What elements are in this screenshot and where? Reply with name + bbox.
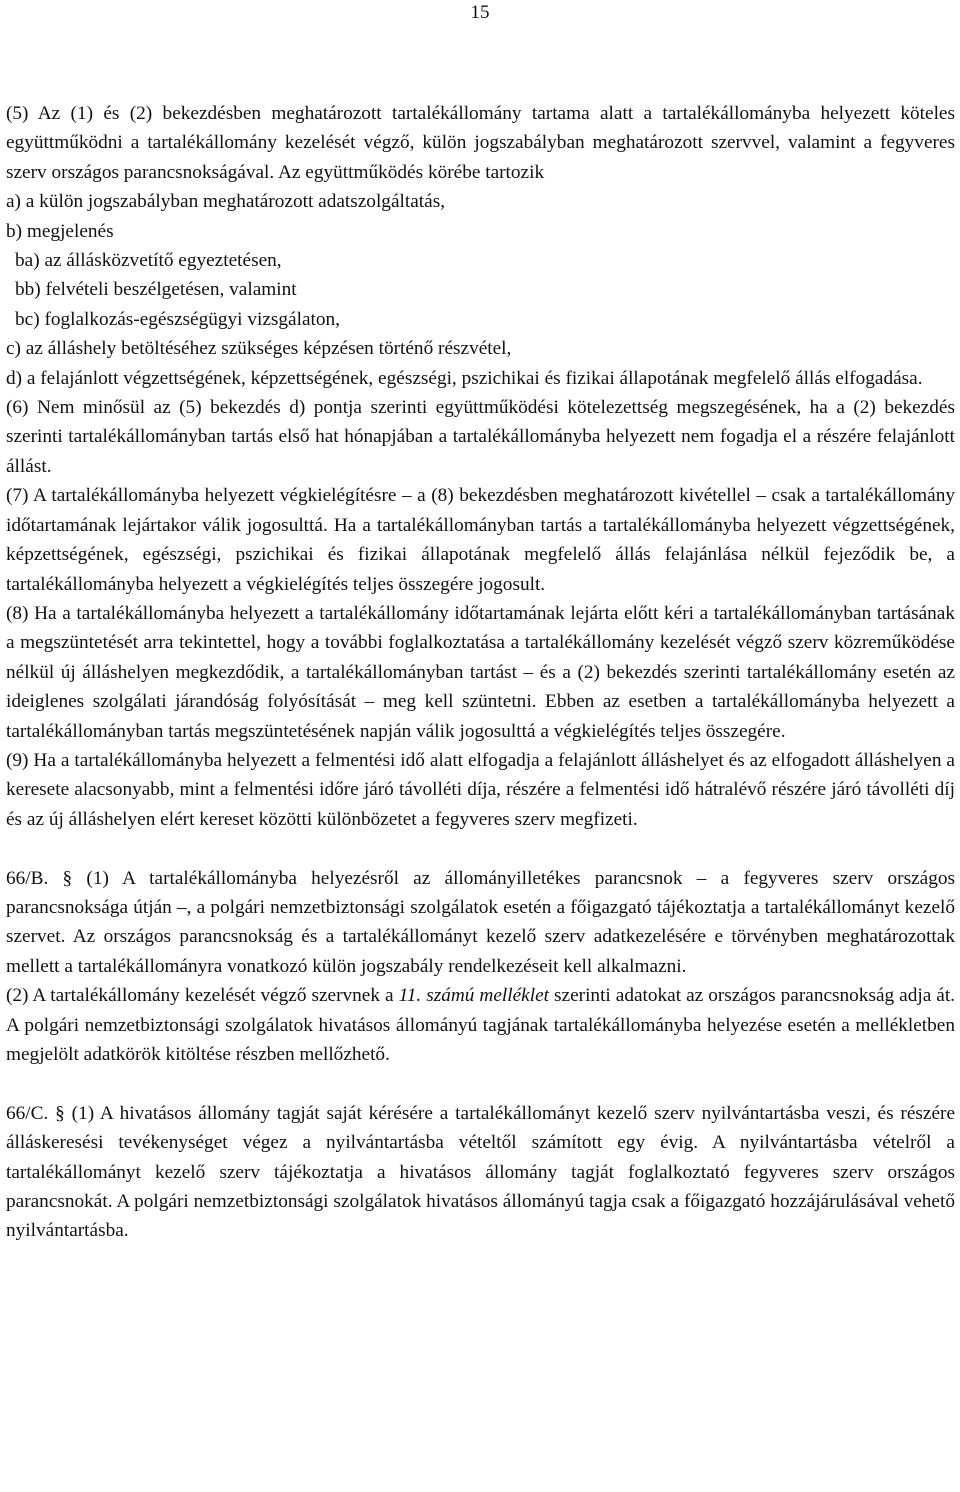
spacer	[6, 1069, 955, 1098]
list-item-a: a) a külön jogszabályban meghatározott adatszolgáltatás,	[6, 191, 446, 213]
section-66c-paragraph-1: 66/C. § (1) A hivatásos állomány tagját saját kérésére a tartalékállományt kezelő szerv nyilvántartásba veszi, és részére álláskeresési tevékenységet végez a nyilvántartásba vételtől számított egy évig. A nyilvántartásba vételről a tartalékállományt kezelő szerv tájékoztatja a hivatásos állomány tagját foglalkoztató fegyveres szerv országos parancsnokát. A polgári nemzetbiztonsági szolgálatok hivatásos állományú tagja csak a főigazgató hozzájárulásával vehető nyilvántartásba.	[6, 1102, 955, 1242]
paragraph-5-scope: Az együttműködés körébe tartozik	[278, 161, 545, 183]
section-66b-p2-rest: szerinti adatokat az országos parancsnokság adja át. A polgári nemzetbiztonsági szolgálatok hivatásos állományú tagjának tartalékállományba helyezése esetén a mellékletben megjelölt adatkörök kitöltése részben mellőzhető.	[6, 985, 955, 1065]
paragraph-7: (7) A tartalékállományba helyezett végkielégítésre – a (8) bekezdésben meghatározott kivétellel – csak a tartalékállomány időtartamának lejártakor válik jogosulttá. Ha a tartalékállományban tartás a tartalékállományba helyezett végzettségének, képzettségének, egészségi, pszichikai és fizikai állapotának megfelelő állás felajánlása nélkül fejeződik be, a tartalékállományba helyezett a végkielégítés teljes összegére jogosult.	[6, 485, 955, 595]
paragraph-5-intro: (5) Az (1) és (2) bekezdésben meghatározott tartalékállomány tartama alatt a tartalékállományba helyezett köteles együttműködni a tartalékállomány kezelését végző, külön jogszabályban meghatározott szervvel, valamint a fegyveres szerv országos parancsnokságával.	[6, 103, 955, 183]
section-66b-paragraph-2	[6, 981, 955, 1069]
section-66b-p2-lead: (2) A tartalékállomány kezelését végző szervnek a	[6, 985, 394, 1007]
list-item-b: b) megjelenés	[6, 220, 114, 242]
paragraph-5	[6, 99, 955, 187]
list-item-bc: bc) foglalkozás-egészségügyi vizsgálaton,	[15, 308, 340, 330]
paragraph-6: (6) Nem minősül az (5) bekezdés d) pontja szerinti együttműködési kötelezettség megszegésének, ha a (2) bekezdés szerinti tartalékállományban tartás első hat hónapjában a tartalékállományba helyezett nem fogadja el a részére felajánlott állást.	[6, 397, 955, 477]
section-66b-paragraph-1: 66/B. § (1) A tartalékállományba helyezésről az állományilletékes parancsnok – a fegyveres szerv országos parancsnoksága útján –, a polgári nemzetbiztonsági szolgálatok esetén a főigazgató tájékoztatja a tartalékállományt kezelő szervet. Az országos parancsnokság és a tartalékállományt kezelő szerv adatkezelésére e törvényben meghatározottak mellett a tartalékállományra vonatkozó külön jogszabály rendelkezéseit kell alkalmazni.	[6, 867, 955, 977]
list-item-bb: bb) felvételi beszélgetésen, valamint	[15, 279, 297, 301]
paragraph-8: (8) Ha a tartalékállományba helyezett a tartalékállomány időtartamának lejárta előtt kéri a tartalékállományban tartásának a megszüntetését arra tekintettel, hogy a további foglalkoztatása a tartalékállomány kezelését végző szerv közreműködése nélkül új álláshelyen megkezdődik, a tartalékállományban tartást – és a (2) bekezdés szerinti tartalékállomány esetén az ideiglenes szolgálati járandóság folyósítását – meg kell szüntetni. Ebben az esetben a tartalékállományba helyezett a tartalékállományban tartás megszüntetésének napján válik jogosulttá a végkielégítés teljes összegére.	[6, 602, 955, 742]
list-item-c: c) az álláshely betöltéséhez szükséges képzésen történő részvétel,	[6, 338, 512, 360]
list-item-d: d) a felajánlott végzettségének, képzettségének, egészségi, pszichikai és fizikai állapotának megfelelő állás elfogadása.	[6, 367, 923, 389]
list-item-ba: ba) az állásközvetítő egyeztetésen,	[15, 250, 282, 272]
document-body	[6, 99, 955, 1246]
paragraph-9: (9) Ha a tartalékállományba helyezett a felmentési idő alatt elfogadja a felajánlott álláshelyet és az elfogadott álláshelyen a keresete alacsonyabb, mint a felmentési időre járó távolléti díja, részére a felmentési idő hátralévő részére járó távolléti díj és az új álláshelyen elért kereset közötti különbözetet a fegyveres szerv megfizeti.	[6, 749, 955, 830]
page-number: 15	[470, 2, 490, 23]
spacer	[6, 834, 955, 863]
annex-reference: 11. számú melléklet	[398, 985, 550, 1007]
